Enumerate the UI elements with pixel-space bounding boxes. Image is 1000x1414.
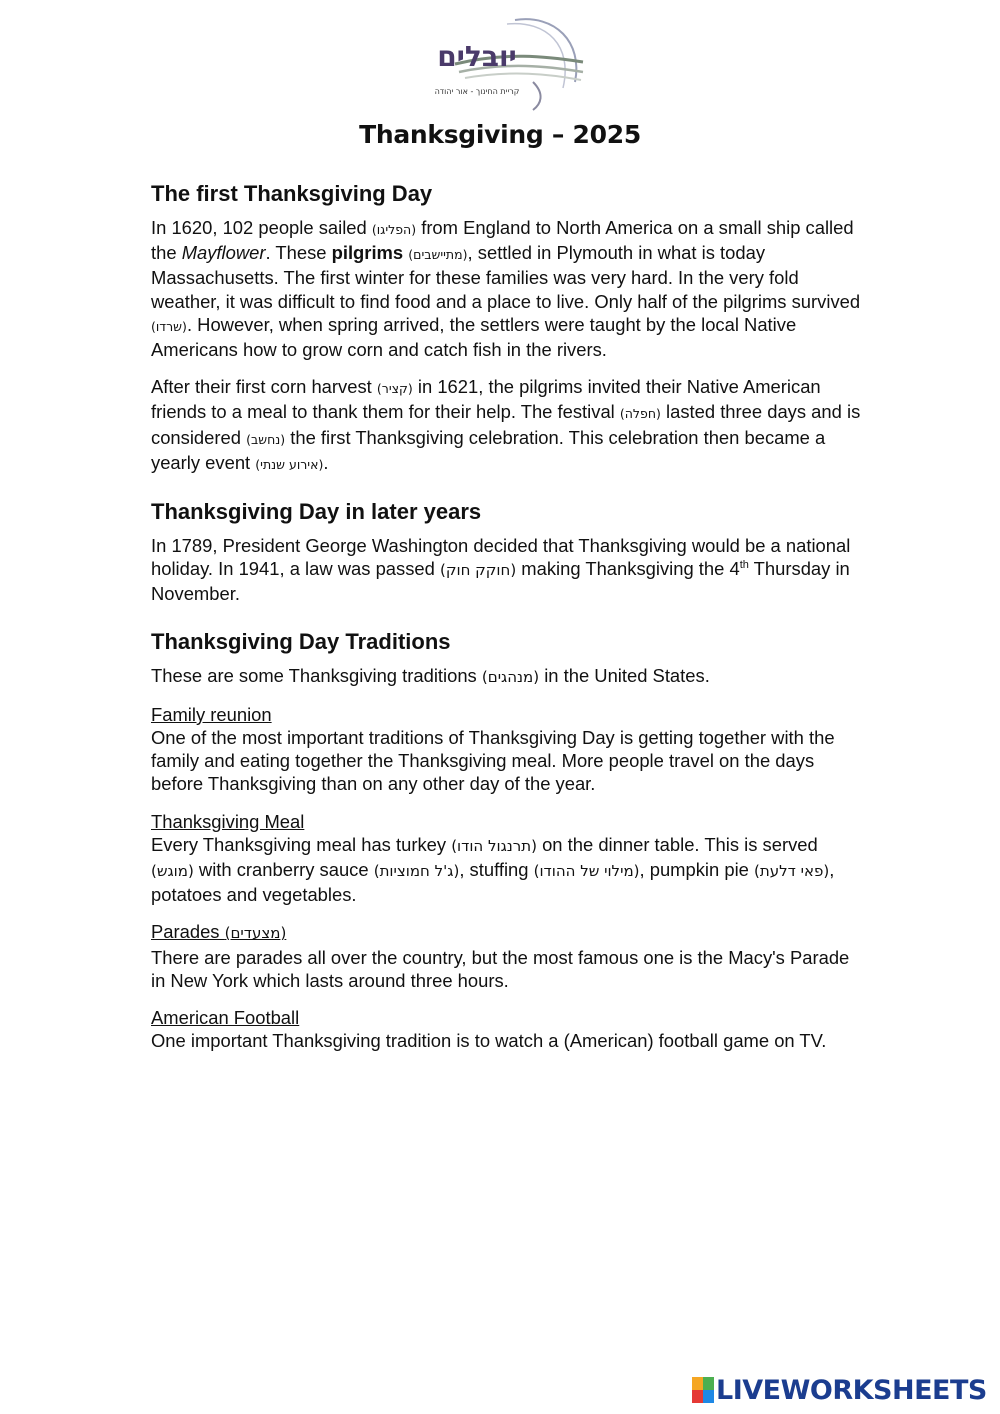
text-run: . However, when spring arrived, the settlers were taught by the local Native Americans how to grow corn and catch fish in the rivers. — [151, 313, 797, 361]
hebrew-gloss: (קציר) — [376, 381, 413, 397]
section-heading-first-day: The first Thanksgiving Day — [151, 181, 433, 206]
text-run: , stuffing — [459, 859, 534, 881]
hebrew-gloss: (חפלה) — [619, 406, 661, 422]
icon-square — [692, 1377, 703, 1390]
paragraph-parades: There are parades all over the country, but the most famous one is the Macy's Parade in New York which lasts around three hours. — [151, 946, 850, 991]
hebrew-gloss: (תרנגול הודו) — [451, 836, 537, 855]
text-run: lasted three days and is considered — [151, 401, 861, 448]
text-run: from England to North America on a small ship called the — [151, 217, 854, 264]
hebrew-gloss: (חוקק חוק) — [439, 561, 517, 580]
page-title: Thanksgiving – 2025 — [359, 120, 641, 149]
ship-name: Mayflower — [181, 242, 266, 264]
text-run: the first Thanksgiving celebration. This celebration then became a yearly event — [151, 426, 826, 473]
subheading-thanksgiving-meal — [151, 810, 861, 833]
hebrew-gloss: (מוגש) — [151, 862, 194, 881]
text-run: , potatoes and vegetables. — [151, 859, 835, 906]
text-run: After their first corn harvest — [151, 376, 377, 398]
text-run: , pumpkin pie — [639, 859, 754, 881]
text-run: on the dinner table. This is served — [536, 833, 818, 855]
subheading-american-football — [151, 1006, 861, 1029]
brand-name: LIVEWORKSHEETS — [716, 1374, 987, 1406]
hebrew-gloss: (נחשב) — [246, 431, 286, 447]
logo-text: יובלים — [437, 40, 517, 73]
text-run: Every Thanksgiving meal has turkey — [151, 833, 452, 855]
icon-square — [703, 1390, 714, 1403]
text-run: In 1789, President George Washington decided that Thanksgiving would be a national holiday. In 1941, a law was passed — [151, 535, 851, 580]
section-heading-later-years: Thanksgiving Day in later years — [151, 499, 482, 525]
paragraph-first-day-2 — [151, 375, 861, 476]
subheading-text: Parades — [151, 921, 225, 943]
hebrew-gloss: (מצעדים) — [224, 924, 287, 943]
hebrew-gloss: (מתיישבים) — [408, 247, 468, 263]
document-body — [151, 180, 861, 1052]
text-run: Thursday in November. — [151, 558, 850, 605]
subheading-text: Thanksgiving Meal — [151, 810, 305, 832]
hebrew-gloss: (פאי דלעת) — [754, 862, 830, 881]
ordinal-suffix: th — [739, 559, 749, 572]
logo-subtitle: קריית החינוך - אור יהודה — [434, 87, 520, 96]
text-run: in 1621, the pilgrims invited their Native American friends to a meal to thank them for their help. The festival — [151, 376, 821, 423]
paragraph-american-football: One important Thanksgiving tradition is to watch a (American) football game on TV. — [151, 1030, 827, 1052]
liveworksheets-icon — [692, 1377, 714, 1403]
hebrew-gloss: (שרדו) — [151, 318, 187, 334]
hebrew-gloss: (אירוע שנתי) — [255, 456, 324, 472]
hebrew-gloss: (מילוי של ההודו) — [533, 862, 640, 881]
icon-square — [703, 1377, 714, 1390]
icon-square — [692, 1390, 703, 1403]
text-run: . These — [265, 242, 332, 264]
paragraph-traditions-intro — [151, 664, 861, 689]
paragraph-family-reunion: One of the most important traditions of Thanksgiving Day is getting together with the family and eating together the Thanksgiving meal. More people travel on the days before Thanksgiving than on any other day of the year. — [151, 727, 835, 795]
school-logo — [415, 12, 587, 112]
text-run: In 1620, 102 people sailed — [151, 217, 372, 238]
section-heading-traditions: Thanksgiving Day Traditions — [151, 628, 451, 654]
text-run: making Thanksgiving the 4 — [516, 558, 740, 580]
hebrew-gloss: (מנהגים) — [481, 667, 540, 686]
paragraph-thanksgiving-meal — [151, 833, 861, 907]
subheading-text: Family reunion — [151, 703, 272, 725]
text-run: in the United States. — [539, 664, 710, 686]
subheading-family-reunion — [151, 703, 861, 726]
bold-term: pilgrims — [331, 242, 404, 264]
liveworksheets-brand — [692, 1374, 992, 1406]
text-run: , settled in Plymouth in what is today Massachusetts. The first winter for these families was very hard. In the very fold weather, it was difficult to find food and a place to live. Only half of the pilgrims survived — [151, 242, 861, 312]
text-run: These are some Thanksgiving traditions — [151, 664, 482, 686]
hebrew-gloss: (ג'ל חמוציות) — [373, 862, 460, 881]
text-run: with cranberry sauce — [193, 859, 374, 881]
text-run: . — [323, 451, 329, 473]
logo-graphic — [415, 12, 587, 112]
subheading-parades — [151, 920, 861, 945]
paragraph-later-years — [151, 534, 861, 606]
subheading-text: American Football — [151, 1007, 300, 1029]
paragraph-first-day-1 — [151, 216, 861, 361]
hebrew-gloss: (הפליגו) — [371, 222, 417, 237]
